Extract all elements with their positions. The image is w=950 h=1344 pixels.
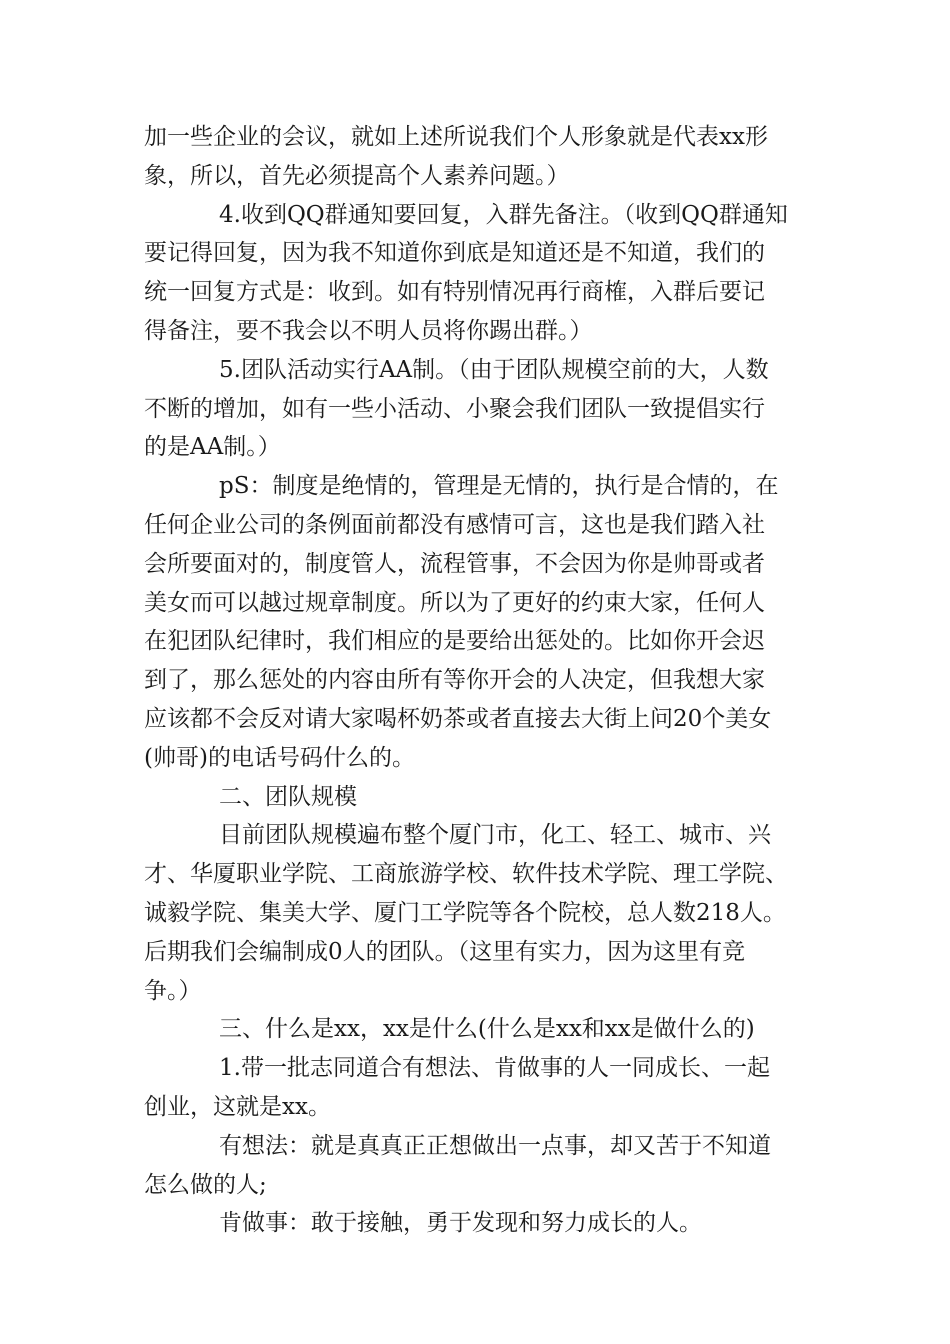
section-heading: 二、团队规模	[219, 783, 357, 810]
text-line: 肯做事：敢于接触，勇于发现和努力成长的人。	[219, 1210, 702, 1237]
text-line: 统一回复方式是：收到。如有特别情况再行商榷，入群后要记	[144, 279, 765, 306]
text-line: 创业，这就是xx。	[144, 1093, 331, 1120]
text-line: 应该都不会反对请大家喝杯奶茶或者直接去大街上问20个美女	[144, 705, 772, 732]
text-line: 要记得回复，因为我不知道你到底是知道还是不知道，我们的	[144, 240, 765, 267]
text-line: 5.团队活动实行AA制。（由于团队规模空前的大，人数	[219, 356, 769, 383]
text-line: 争。）	[144, 977, 202, 1004]
text-line: 怎么做的人;	[144, 1171, 267, 1198]
text-line: (帅哥)的电话号码什么的。	[144, 744, 415, 771]
text-line: 在犯团队纪律时，我们相应的是要给出惩处的。比如你开会迟	[144, 628, 765, 655]
text-line: 任何企业公司的条例面前都没有感情可言，这也是我们踏入社	[144, 511, 765, 538]
text-line: 4.收到QQ群通知要回复，入群先备注。（收到QQ群通知	[219, 201, 788, 228]
text-line: 诚毅学院、集美大学、厦门工学院等各个院校，总人数218人。	[144, 899, 786, 926]
text-line: 目前团队规模遍布整个厦门市，化工、轻工、城市、兴	[219, 822, 771, 849]
text-line: 才、华厦职业学院、工商旅游学校、软件技术学院、理工学院、	[144, 861, 788, 888]
text-line: 象，所以，首先必须提高个人素养问题。）	[144, 162, 570, 189]
text-line: 1.带一批志同道合有想法、肯做事的人一同成长、一起	[219, 1055, 770, 1082]
text-line: 加一些企业的会议，就如上述所说我们个人形象就是代表xx形	[144, 124, 768, 150]
text-line: 后期我们会编制成0人的团队。（这里有实力，因为这里有竞	[144, 938, 746, 965]
text-line: 得备注，要不我会以不明人员将你踢出群。）	[144, 317, 593, 344]
text-line: 有想法：就是真真正正想做出一点事，却又苦于不知道	[219, 1132, 771, 1159]
text-line: pS：制度是绝情的，管理是无情的，执行是合情的，在	[219, 473, 779, 500]
text-line: 到了，那么惩处的内容由所有等你开会的人决定，但我想大家	[144, 667, 765, 694]
text-line: 的是AA制。）	[144, 434, 281, 461]
text-line: 会所要面对的，制度管人，流程管事，不会因为你是帅哥或者	[144, 550, 765, 577]
document-body	[144, 118, 806, 1243]
text-line: 不断的增加，如有一些小活动、小聚会我们团队一致提倡实行	[144, 395, 765, 422]
section-heading: 三、什么是xx，xx是什么(什么是xx和xx是做什么的)	[219, 1016, 755, 1043]
text-line: 美女而可以越过规章制度。所以为了更好的约束大家，任何人	[144, 589, 765, 616]
